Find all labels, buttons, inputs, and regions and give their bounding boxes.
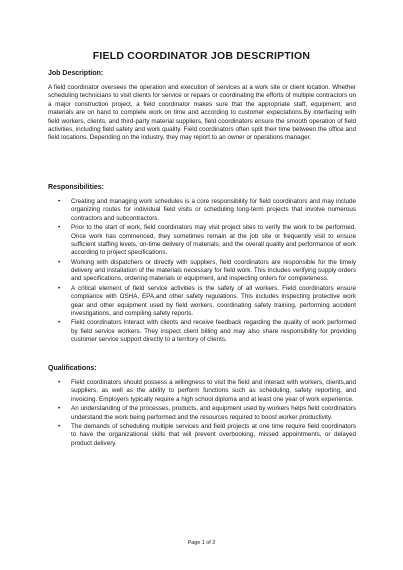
list-item: • An understanding of the processes, products, and equipment used by workers helps field coordinators understand the work being performed and the resources required to boost worker productivity. [58,405,356,421]
page-title: FIELD COORDINATOR JOB DESCRIPTION [92,50,311,62]
qualifications-list [48,379,356,449]
bullet-icon: • [58,198,61,205]
bullet-icon: • [58,422,61,430]
bullet-icon: • [58,224,61,232]
bullet-icon: • [58,284,61,292]
list-item: • The demands of scheduling multiple services and field projects at one time require field coordinators to have the organizational skills that will prevent overbooking, missed appointments, or delayed product delivery. [58,422,356,447]
bullet-icon: • [58,258,61,266]
list-item: • Creating and managing work schedules is a core responsibility for field coordinators and may include organizing routes for individual field visits or scheduling long-term projects that involve numerous contractors and subcontractors. [58,198,356,222]
list-item: • Prior to the start of work, field coordinators may visit project sites to verify the work to be performed. Once work has commenced, they sometimes remain at the job site or frequently visit to ensure sufficient staffing levels, on-time delivery of materials, and the overall quality and performance of work according to project specifications. [58,224,356,257]
responsibilities-heading: Responsibilities: [48,184,105,191]
list-item: • A critical element of field service activities is the safety of all workers. Field coordinators ensure compliance with OSHA, EPA,and other safety regulations. This includes inspecting protective work gear and other equipment used by field workers, coordinating safety training, performing accident investigations, and compiling safety reports. [58,284,356,317]
bullet-icon: • [58,319,61,327]
responsibilities-list [48,198,356,345]
list-item: • Working with dispatchers or directly with suppliers, field coordinators are responsible for the timely delivery and installation of the materials necessary for field work. This includes verifying supply orders and specifications, ordering materials or equipment, and inspecting orders for completeness. [58,258,356,283]
list-item: • Field coordinators interact with clients and receive feedback regarding the quality of work performed by field service workers. They inspect client billing and may also share responsibility for providing customer service support directly to a territory of clients. [58,319,356,344]
page-number: Page 1 of 2 [187,540,216,546]
qualifications-heading: Qualifications: [48,365,97,372]
bullet-icon: • [58,379,61,386]
job-description-heading: Job Description: [48,70,104,77]
bullet-icon: • [58,405,61,413]
job-description-text: A field coordinator oversees the operation and execution of services at a work site or client location. Whether scheduling technicians to visit clients for service or repairs or coordinating the efforts of multiple contractors on a major construction project, a field coordinator makes sure that the appropriate staff, equipment, and materials are on hand to complete work on time and according to customer expectations.By interfacing with field workers, clients, and third-party material suppliers, field coordinators ensure the smooth operation of field activities, including field safety and work quality. Field coordinators often split their time between the office and field locations. Depending on the industry, they may report to an owner or operations manager. [48,84,356,142]
list-item: • Field coordinators should possess a willingness to visit the field and interact with workers, clients,and suppliers, as well as the ability to perform functions such as scheduling, safety reporting, and invoicing. Employers typically require a high school diploma and at least one year of work experience. [58,379,356,403]
